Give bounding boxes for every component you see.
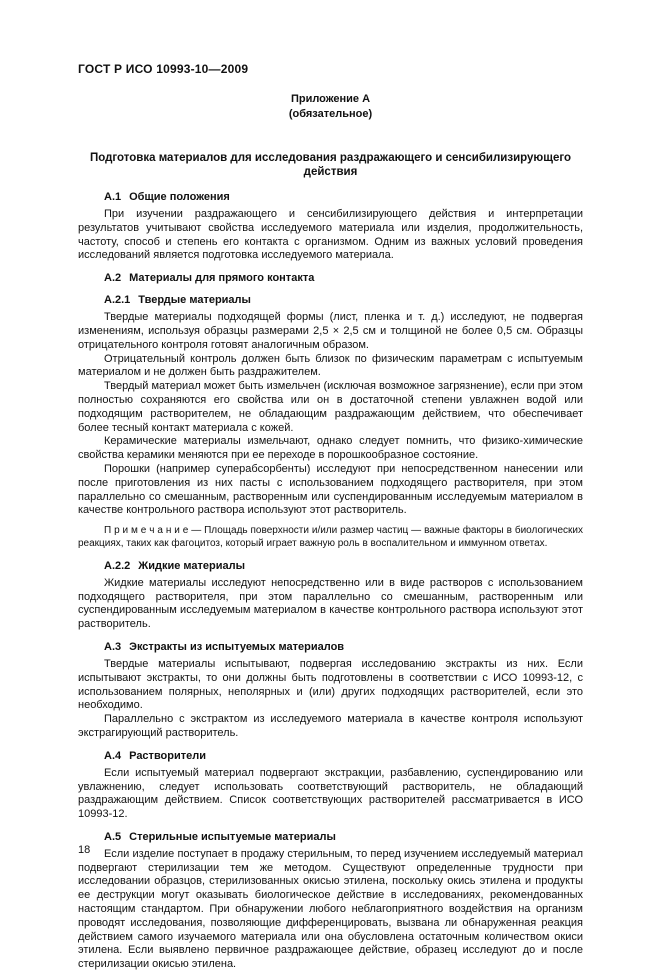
section-heading-a2-2 [78, 559, 583, 573]
section-heading-a5 [78, 830, 583, 844]
document-title: Подготовка материалов для исследования раздражающего и сенсибилизирующего действия [89, 152, 572, 178]
section-title: Твердые материалы [138, 294, 251, 307]
appendix-subtitle: (обязательное) [288, 108, 373, 120]
section-number: А.2 [104, 272, 122, 285]
page-number: 18 [78, 844, 91, 856]
paragraph: Жидкие материалы исследуют непосредственно или в виде растворов с использованием подходящего растворителя, при этом параллельно со смешанным, растворенным или суспендированным исследуемым материалом в качестве контрольного раствора используют этот растворитель. [78, 576, 583, 631]
section-title: Стерильные испытуемые материалы [129, 830, 336, 843]
paragraph: Параллельно с экстрактом из исследуемого материала в качестве контроля используют экстрагирующий растворитель. [78, 713, 583, 739]
paragraph: Отрицательный контроль должен быть близок по физическим параметрам с испытуемым материалом и не должен быть раздражителем. [78, 352, 583, 379]
paragraph: Керамические материалы измельчают, однако следует помнить, что физико-химические свойства керамики меняются при ее переходе в порошкообразное состояние. [78, 435, 583, 462]
section-number: А.2.2 [104, 559, 131, 572]
section-title: Общие положения [129, 191, 230, 203]
section-heading-a4 [78, 749, 583, 763]
paragraph: Твердые материалы подходящей формы (лист, пленка и т. д.) исследуют, не подвергая изменениям, используя образцы размерами 2,5 × 2,5 см и толщиной не более 0,5 см. Образцы отрицательного контроля готовят аналогичным образом. [78, 311, 583, 351]
doc-header: ГОСТ Р ИСО 10993-10—2009 [78, 62, 249, 76]
paragraph: Если испытуемый материал подвергают экстракции, разбавлению, суспендированию или увлажнению, следует использовать соответствующий растворитель, не обладающий раздражающим действием. Список соответствующих растворителей рассматривается в ИСО 10993-12. [78, 766, 583, 821]
paragraph: Твердый материал может быть измельчен (исключая возможное загрязнение), если при этом полностью сохраняются его свойства или он в достаточной степени увлажнен водой или подходящим растворителем, не обладающим раздражающим действием, что обеспечивает более тесный контакт материала с кожей. [78, 380, 583, 434]
paragraph: Если изделие поступает в продажу стерильным, то перед изучением исследуемый материал подвергают стерилизации тем же методом. Существуют определенные трудности при исследовании образцов, стерилизованных окисью этилена, поскольку окись этилена и продукты ее деструкции могут оказывать биологическое действие в исследованиях, рекомендованных настоящим стандартом. При обнаружении любого неблагоприятного воздействия на организм проводят исследования, позволяющие дифференцировать, вызвана ли обнаруженная реакция действием самого изучаемого материала или она обусловлена остаточным количеством окиси этилена. Если выявлено первичное раздражающее действие, образец исследуют до и после стерилизации окисью этилена. [78, 847, 583, 971]
section-heading-a1 [78, 190, 583, 204]
section-heading-a3 [78, 640, 583, 654]
section-number: А.3 [104, 640, 122, 653]
paragraph: При изучении раздражающего и сенсибилизирующего действия и интерпретации результатов учитывают свойства исследуемого материала или изделия, продолжительность, частоту, способ и степень его контакта с организмом. Одним из важных условий проведения исследований является подготовка исследуемого материала. [78, 208, 583, 262]
section-title: Экстракты из испытуемых материалов [129, 640, 345, 653]
section-number: А.2.1 [104, 294, 131, 307]
note-paragraph: П р и м е ч а н и е — Площадь поверхности и/или размер частиц — важные факторы в биологических реакциях, таких как фагоцитоз, который играет важную роль в воспалительном и иммунном ответах. [78, 525, 583, 549]
section-number: А.5 [104, 830, 122, 843]
paragraph: Твердые материалы испытывают, подвергая исследованию экстракты из них. Если испытывают экстракты, то они должны быть подготовлены в соответствии с ИСО 10993-12, с использованием полярных, неполярных и (или) других подходящих растворителей, если это необходимо. [78, 657, 583, 712]
section-heading-a2 [78, 271, 583, 285]
paragraph: Порошки (например суперабсорбенты) исследуют при непосредственном нанесении или после приготовления из них пасты с использованием подходящего растворителя, при этом параллельно со смешанным, растворенным или суспендированным исследуемым материалом в качестве контрольного раствора используют этот растворитель. [78, 462, 583, 517]
section-number: А.4 [104, 749, 122, 762]
section-number: А.1 [104, 191, 122, 203]
section-heading-a2-1 [78, 293, 583, 307]
appendix-label: Приложение А [290, 93, 371, 105]
section-title: Материалы для прямого контакта [129, 272, 315, 285]
section-title: Жидкие материалы [138, 559, 246, 572]
section-title: Растворители [129, 749, 207, 762]
